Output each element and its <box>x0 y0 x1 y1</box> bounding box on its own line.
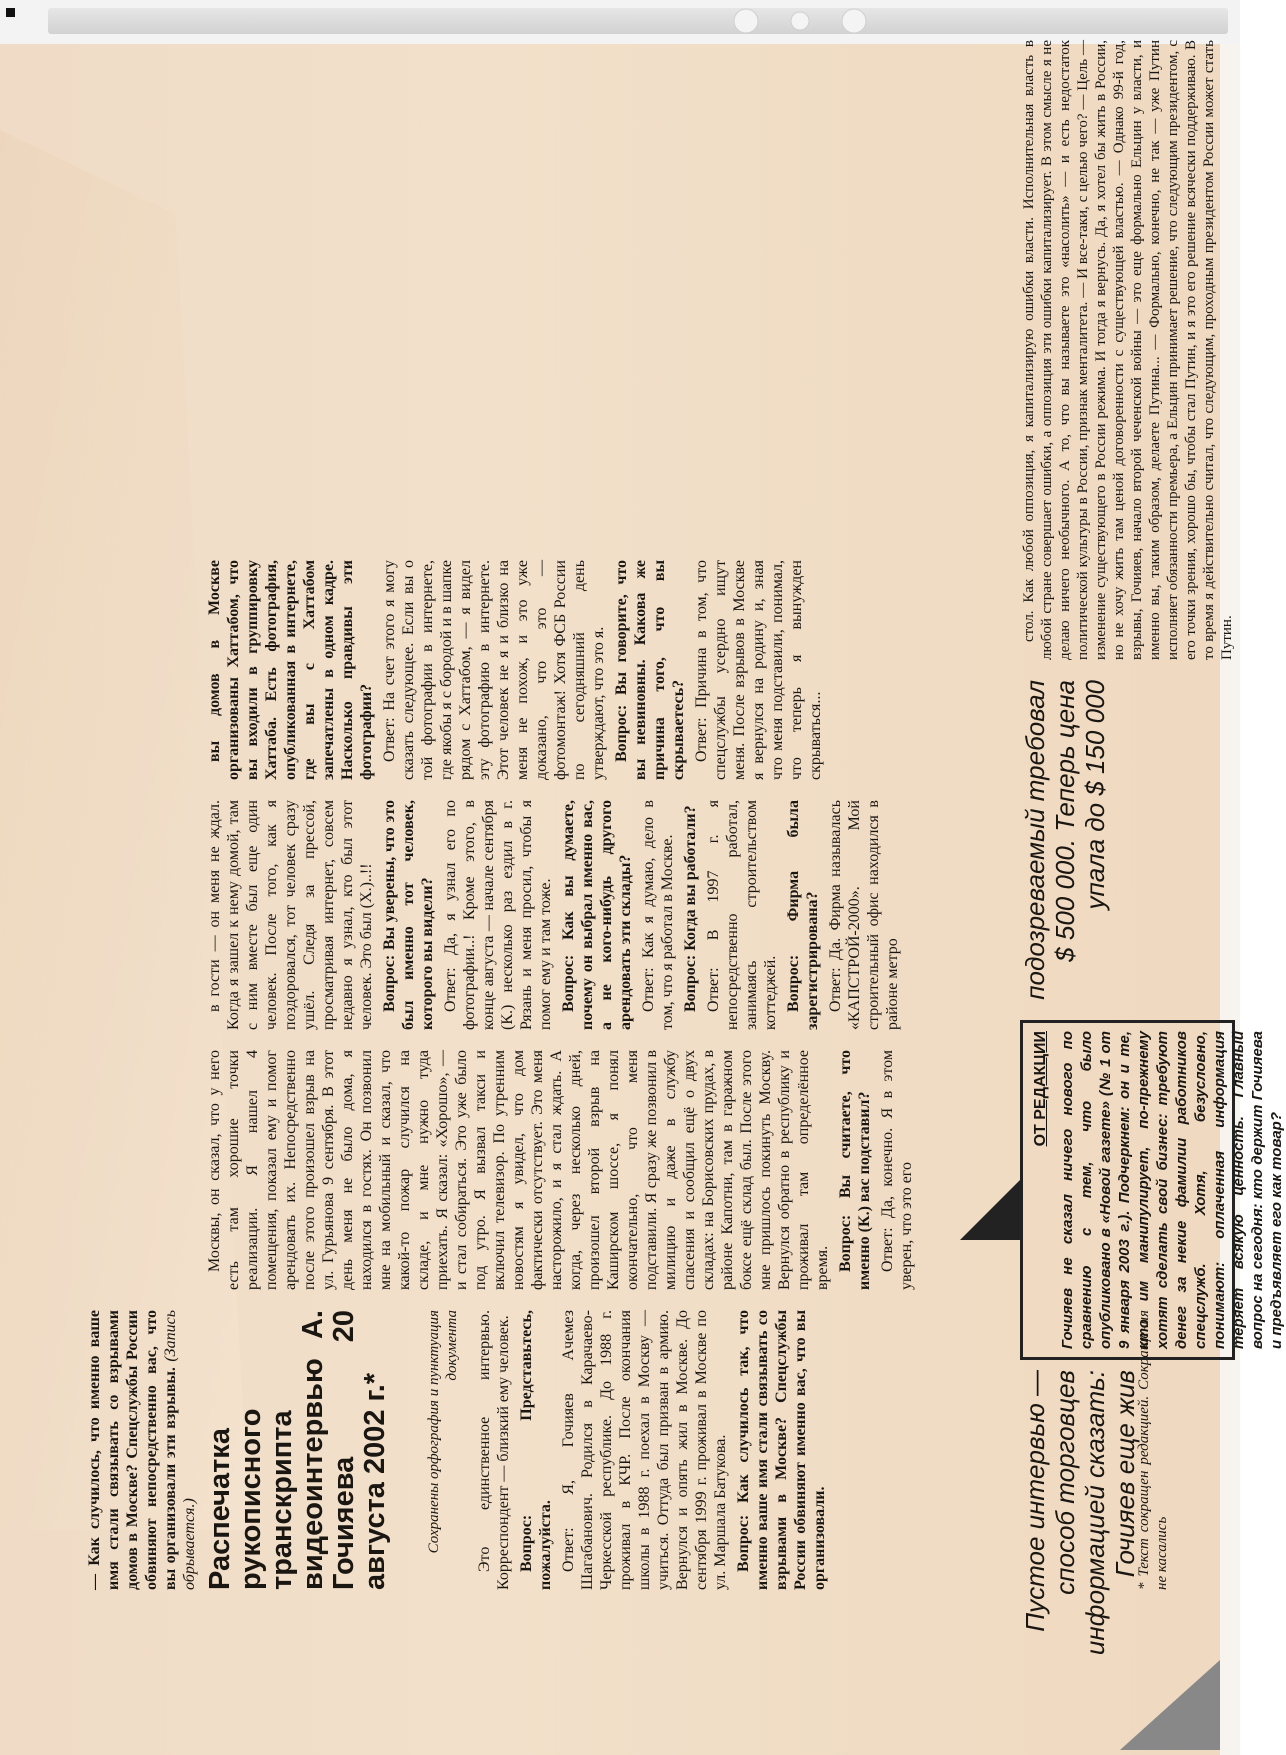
toolbar-circle-icon[interactable] <box>791 12 809 30</box>
editor-heading: ОТ РЕДАКЦИИ <box>1032 1031 1049 1147</box>
rotated-right-section <box>1020 20 1285 1700</box>
intro-paragraph: Это единственное интервью. Корреспондент — близкий ему человек. <box>476 1310 512 1590</box>
answer-7: Ответ: Да. Фирма называлась «КАПСТРОЙ-2000». Мой строительный офис находился в районе метро <box>827 800 901 1030</box>
article-column-4 <box>205 560 829 780</box>
editor-box-title: Пустое интервью — способ торговцев информацией сказать: Гочияев еще жив <box>1020 1370 1140 1656</box>
column-1-body <box>475 1310 833 1590</box>
question-2: Вопрос: Как случилось так, что именно ваше имя стали связывать со взрывами в Москве? Спецслужбы России обвиняют именно вас, что вы организовали. <box>735 1310 828 1590</box>
answer-4: Ответ: Да, я узнал его по фотографии..! Кроме этого, в конце августа — начале сентября (К.) несколько раз ездил в г. Рязань и меня просил, чтобы я помог ему и там тоже. <box>442 800 554 1030</box>
answer-3: Ответ: Да, конечно. Я в этом уверен, что это его <box>879 1050 915 1290</box>
answer-9: Ответ: Причина в том, что спецслужбы усердно ищут меня. После взрывов в Москве я вернулся на родину и, зная что меня подставили, понимал, что теперь я вынужден скрываться... <box>693 560 824 780</box>
column-4-text: вы домов в Москве организованы Хаттабом, что вы входили в группировку Хаттаба. Есть фотография, опубликованная в интернете, где вы с Хаттабом запечатлены в одном кадре. Насколько правдивы эти фотографии? <box>206 560 375 780</box>
lead-question-text: — Как случилось, что именно ваше имя стали связывать со взрывами домов в Москве? Спецслужбы России обвиняют непосредственно вас, что вы организовали эти взрывы. <box>86 1310 179 1590</box>
article-column-2 <box>205 1050 920 1290</box>
question-4: Вопрос: Вы уверены, что это был именно тот человек, которого вы видели? <box>381 800 436 1030</box>
editor-note-box <box>1020 1020 1285 1360</box>
article-column-3 <box>205 800 906 1030</box>
menu-icon[interactable] <box>6 8 15 17</box>
lead-question <box>85 1310 199 1590</box>
right-top-block <box>1020 680 1235 1000</box>
question-1: Вопрос: Представьтесь, пожалуйста. <box>518 1310 554 1590</box>
answer-6: Ответ: В 1997 г. я непосредственно работал, занимаясь строительством коттеджей. <box>705 800 779 1030</box>
editor-box <box>1020 1370 1235 1700</box>
article-note: Сохранены орфография и пунктуация документа <box>426 1310 460 1554</box>
corner-triangle-icon <box>1120 1660 1220 1750</box>
triangle-decoration-icon <box>960 1180 1020 1240</box>
column-3-text: в гости — он меня не ждал. Когда я зашел к нему домой, там с ним вместе был еще один человек. После того, как я поздоровался, тот человек сразу ушёл. Следя за прессой, просматривая интернет, совсем недавно я узнал, кто был этот человек. Это был (Х.)..!! <box>206 800 375 1030</box>
right-column-paragraph: стол. Как любой оппозиция, я капитализирую ошибки власти. Исполнительная власть в любой стране совершает ошибки, а оппозиция эти ошибки капитализирует. В этом смысле я не делаю ничего необычного. А то, что вы называете это «насолить» — и есть недостаток политической культуры в России, признак менталитета. — И все-таки, с целью чего? — Цель — изменение существующего в России режима. И тогда я вернусь. Да, я хотел бы жить в России, но не хочу жить там ценой договоренности с существующей властью. — Однако 99-й год, взрывы, Гочияев, начало второй чеченской войны — это еще формально Ельцин у власти, и именно вы, таким образом, делаете Путина... — Формально, конечно, не так — уже Путин исполняет обязанности премьера, а Ельцин принимает решение, что следующим президентом, с его точки зрения, хорошо бы, чтобы стал Путин, и я это его решение всячески поддерживаю. В то время я действительно считал, что следующим, проходным президентом России может стать Путин. <box>1021 40 1235 660</box>
answer-8: Ответ: На счет этого я могу сказать следующее. Если вы о той фотографии в интернете, где якобы я с бородой и в шапке рядом с Хаттабом, — я видел эту фотографию в интернете. Этот человек не я и близко на меня не похож, и это уже доказано, что это — фотомонтаж! Хотя ФСБ России по сегодняшний день утверждают, что это я. <box>381 560 607 780</box>
toolbar-circle-icon[interactable] <box>842 9 866 33</box>
editor-body: Гочияев не сказал ничего нового по сравнению с тем, что было опубликовано в «Новой газете» (№ 1 от 9 января 2003 г.). Подчеркнем: он и те, кто им манипулирует, по-прежнему хотят сделать свой бизнес: требуют денег за некие фамилии работников спецслужб. Хотя, безусловно, понимают: оплаченная информация теряет всякую ценность. Главный вопрос на сегодня: кто держит Гочияева и предъявляет его как товар? <box>1059 1031 1285 1349</box>
column-2-text: Москвы, он сказал, что у него есть там хорошие точки реализации. Я нашел 4 помещения, показал ему и помог арендовать их. Непосредственно после этого произошел взрыв на ул. Гурьянова 9 сентября. В этот день меня не было дома, я находился в гостях. Он позвонил мне на мобильный и сказал, что какой-то пожар случился на складе, и мне нужно туда приехать. Я сказал: «Хорошо», — и стал собираться. Это уже было под утро. Я вызвал такси и включил телевизор. По утренним новостям я увидел, что дом фактически отсутствует. Это меня насторожило, и я стал ждать. А когда, через несколько дней, произошел второй взрыв на Каширском шоссе, я понял окончательно, что меня подставили. Я сразу же позвонил в милицию и даже в службу спасения и сообщил ещё о двух складах: на Борисовских прудах, в районе Капотни, там в гаражном боксе ещё склад был. После этого мне пришлось покинуть Москву. Вернулся обратно в республику и проживал там определённое время. <box>206 1050 831 1290</box>
toolbar-circle-icon[interactable] <box>734 9 758 33</box>
right-column-text <box>1020 40 1235 660</box>
question-3: Вопрос: Вы считаете, что именно (К.) вас подставил? <box>837 1050 873 1290</box>
answer-5: Ответ: Как я думаю, дело в том, что я работал в Москве. <box>640 800 676 1030</box>
question-6: Вопрос: Когда вы работали? <box>682 805 699 1012</box>
footnote: * Текст сокращен редакцией. Сокращения не касались <box>1136 1310 1170 1590</box>
answer-1: Ответ: Я, Гочияев Ачемез Шагабанович. Родился в Карачаево-Черкесской республике. До 1988 г. проживал в КЧР. После окончания школы в 1988 г. поехал в Москву — учиться. Оттуда был призван в армию. Вернулся и опять жил в Москве. До сентября 1999 г. проживал в Москве по ул. Маршала Батукова. <box>560 1310 729 1590</box>
price-headline: подозреваемый требовал $ 500 000. Теперь цена упала до $ 150 000 <box>1020 680 1110 1000</box>
article-headline: Распечатка рукописного транскрипта видеоинтервью А. Гочияева 20 августа 2002 г.* <box>204 1310 391 1590</box>
question-7: Вопрос: Фирма была зарегистрирована? <box>785 800 821 1030</box>
question-5: Вопрос: Как вы думаете, почему он выбрал именно вас, а не кого-нибудь другого арендовать эти склады? <box>560 800 634 1030</box>
question-9: Вопрос: Вы говорите, что вы невиновны. Какова же причина того, что вы скрываетесь? <box>613 560 687 780</box>
lead-question-tag: (Запись обрывается.) <box>162 1310 198 1590</box>
